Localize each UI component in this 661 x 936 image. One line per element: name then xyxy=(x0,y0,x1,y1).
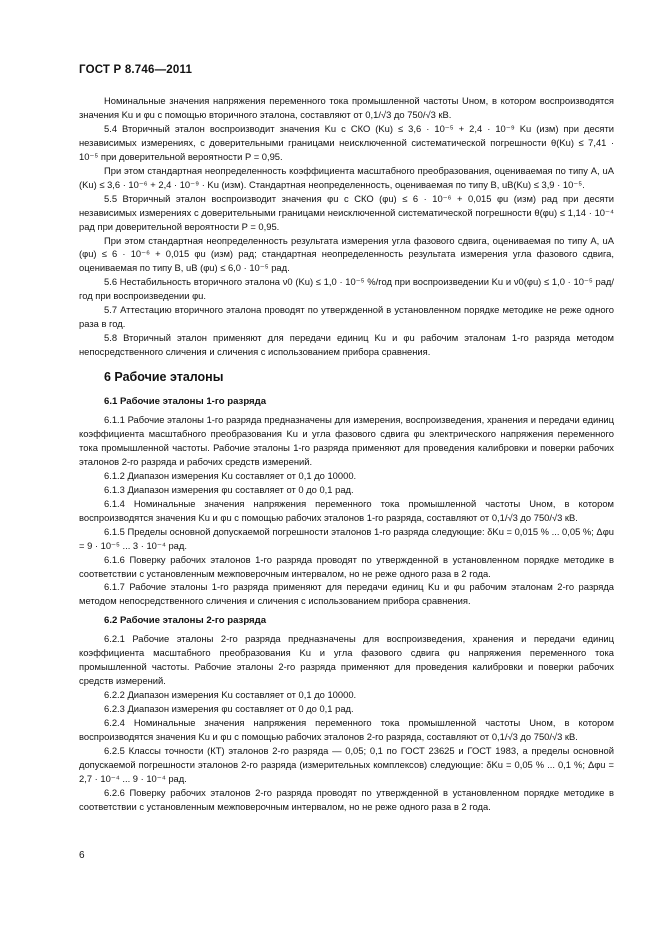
paragraph: 6.2.4 Номинальные значения напряжения переменного тока промышленной частоты Uном, в котором воспроизводятся значения Ku и φu с помощью рабочих эталонов 2-го разряда, составляют от 0,1/√3 до 750/√3 кВ. xyxy=(79,717,614,742)
page-number: 6 xyxy=(79,850,85,861)
document-body xyxy=(79,94,614,814)
paragraph: 5.5 Вторичный эталон воспроизводит значения φu с СКО (φu) ≤ 6 · 10⁻⁶ + 0,015 φu (изм) рад при десяти независимых измерениях с доверительными границами неисключенной систематической погрешности θ(φu) ≤ 1,14 · 10⁻⁴ рад при доверительной вероятности P = 0,95. xyxy=(79,192,614,232)
paragraph: 6.1.1 Рабочие эталоны 1-го разряда предназначены для измерения, воспроизведения, хранения и передачи единиц коэффициента масштабного преобразования Ku и угла фазового сдвига φu электрического напряжения переменного тока промышленной частоты. Рабочие эталоны 1-го разряда применяют для проведения калибровки и поверки рабочих эталонов 2-го разряда и рабочих средств измерений. xyxy=(79,414,614,467)
paragraph: 6.2.5 Классы точности (КТ) эталонов 2-го разряда — 0,05; 0,1 по ГОСТ 23625 и ГОСТ 1983, а пределы основной допускаемой погрешности эталонов 2-го разряда (измерительных комплексов) следующие: δKu = 0,05 % ... 0,1 %; Δφu = 2,7 · 10⁻⁴ ... 9 · 10⁻⁴ рад. xyxy=(79,744,614,784)
paragraph: 5.7 Аттестацию вторичного эталона проводят по утвержденной в установленном порядке методике не реже одного раза в год. xyxy=(79,304,614,330)
paragraph: 6.1.3 Диапазон измерения φu составляет от 0 до 0,1 рад. xyxy=(104,483,354,495)
paragraph: 6.2.1 Рабочие эталоны 2-го разряда предназначены для воспроизведения, хранения и передачи единиц коэффициента масштабного преобразования Ku и угла фазового сдвига φu напряжения переменного тока промышленной частоты. Рабочие эталоны 2-го разряда применяют для проведения калибровки и поверки рабочих средств измерений. xyxy=(79,633,614,687)
paragraph: 6.2.3 Диапазон измерения φu составляет от 0 до 0,1 рад. xyxy=(104,703,354,715)
document-header: ГОСТ Р 8.746—2011 xyxy=(79,64,193,76)
paragraph: 6.1.6 Поверку рабочих эталонов 1-го разряда проводят по утвержденной в установленном порядке методике в соответствии с установленным межповерочным интервалом, но не реже одного раза в 2 года. xyxy=(79,553,614,579)
paragraph: 6.1.4 Номинальные значения напряжения переменного тока промышленной частоты Uном, в котором воспроизводятся значения Ku и φu с помощью рабочих эталонов 1-го разряда, составляют от 0,1/√3 до 750/√3 кВ. xyxy=(79,497,614,523)
paragraph: Номинальные значения напряжения переменного тока промышленной частоты Uном, в котором воспроизводятся значения Ku и φu с помощью вторичного эталона, составляют от 0,1/√3 до 750/√3 кВ. xyxy=(79,95,614,120)
paragraph: 6.2.2 Диапазон измерения Ku составляет от 0,1 до 10000. xyxy=(104,689,357,701)
paragraph: При этом стандартная неопределенность коэффициента масштабного преобразования, оцениваемая по типу А, uA (Ku) ≤ 3,6 · 10⁻⁶ + 2,4 · 10⁻⁹ · Ku (изм). Стандартная неопределенность, оцениваемая по типу В, uB(Ku) ≤ 3,9 · 10⁻⁵. xyxy=(79,164,614,190)
paragraph: 5.6 Нестабильность вторичного эталона ν0 (Ku) ≤ 1,0 · 10⁻⁵ %/год при воспроизведении Ku и ν0(φu) ≤ 1,0 · 10⁻⁵ рад/год при воспроизведении φu. xyxy=(79,276,614,302)
paragraph: 5.4 Вторичный эталон воспроизводит значения Ku с СКО (Ku) ≤ 3,6 · 10⁻⁵ + 2,4 · 10⁻⁹ Ku (изм) при десяти независимых измерениях, с доверительными границами неисключенной систематической погрешности θ(Ku) ≤ 7,41 · 10⁻⁵ при доверительной вероятности P = 0,95. xyxy=(79,122,614,162)
paragraph: 6.2.6 Поверку рабочих эталонов 2-го разряда проводят по утвержденной в установленном порядке методике в соответствии с установленным межповерочным интервалом, но не реже одного раза в 2 года. xyxy=(79,786,614,812)
section-heading: 6 Рабочие эталоны xyxy=(104,370,224,385)
paragraph: 5.8 Вторичный эталон применяют для передачи единиц Ku и φu рабочим эталонам 1-го разряда методом непосредственного сличения и сличения с использованием прибора сравнения. xyxy=(79,332,614,358)
paragraph: 6.1.5 Пределы основной допускаемой погрешности эталонов 1-го разряда следующие: δKu = 0,015 % ... 0,05 %; Δφu = 9 · 10⁻⁵ ... 3 · 10⁻⁴ рад. xyxy=(79,525,614,551)
subsection-heading: 6.1 Рабочие эталоны 1-го разряда xyxy=(104,396,267,408)
paragraph: 6.1.2 Диапазон измерения Ku составляет от 0,1 до 10000. xyxy=(104,469,357,481)
paragraph: При этом стандартная неопределенность результата измерения угла фазового сдвига, оцениваемая по типу А, uA (φu) ≤ 6 · 10⁻⁶ + 0,015 φu (изм) рад; стандартная неопределенность результата измерения угла фазового сдвига, оцениваемая по типу В, uB (φu) ≤ 6,0 · 10⁻⁵ рад. xyxy=(79,234,614,274)
subsection-heading: 6.2 Рабочие эталоны 2-го разряда xyxy=(104,615,267,627)
paragraph: 6.1.7 Рабочие эталоны 1-го разряда применяют для передачи единиц Ku и φu рабочим эталонам 2-го разряда методом непосредственного сличения и сличения с использованием прибора сравнения. xyxy=(79,581,614,607)
